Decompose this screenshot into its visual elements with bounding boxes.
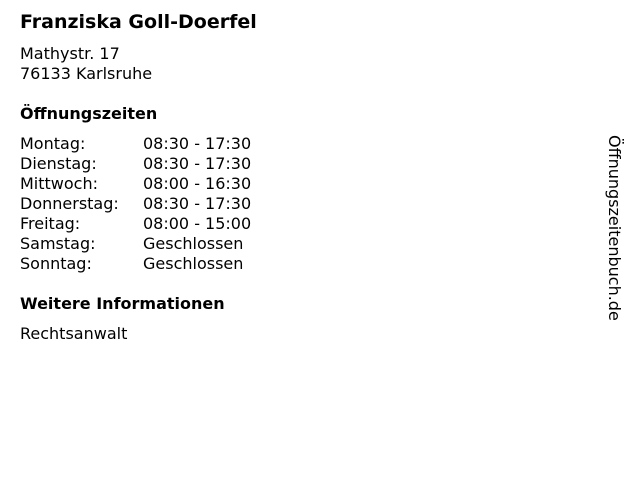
more-info-text: Rechtsanwalt — [20, 324, 128, 343]
more-info-heading: Weitere Informationen — [20, 294, 225, 313]
hours-row-tuesday — [20, 154, 251, 174]
hours-row-monday — [20, 134, 251, 154]
hours-time: 08:00 - 16:30 — [143, 174, 252, 193]
hours-day: Samstag: — [20, 234, 96, 253]
opening-hours-heading: Öffnungszeiten — [20, 104, 158, 123]
business-address — [20, 44, 152, 84]
address-street: Mathystr. 17 — [20, 44, 120, 63]
hours-row-thursday — [20, 194, 251, 214]
opening-hours-table — [20, 134, 251, 274]
hours-time: 08:00 - 15:00 — [143, 214, 252, 233]
site-watermark: Öffnungszeitenbuch.de — [605, 135, 624, 321]
hours-time: Geschlossen — [143, 254, 244, 273]
hours-row-saturday — [20, 234, 251, 254]
hours-time: 08:30 - 17:30 — [143, 134, 252, 153]
business-name: Franziska Goll-Doerfel — [20, 11, 257, 33]
hours-row-wednesday — [20, 174, 251, 194]
hours-day: Dienstag: — [20, 154, 97, 173]
hours-time: Geschlossen — [143, 234, 244, 253]
hours-day: Sonntag: — [20, 254, 92, 273]
hours-row-friday — [20, 214, 251, 234]
hours-day: Mittwoch: — [20, 174, 98, 193]
hours-row-sunday — [20, 254, 251, 274]
hours-time: 08:30 - 17:30 — [143, 154, 252, 173]
hours-day: Montag: — [20, 134, 86, 153]
address-city: 76133 Karlsruhe — [20, 64, 153, 83]
hours-day: Freitag: — [20, 214, 81, 233]
hours-time: 08:30 - 17:30 — [143, 194, 252, 213]
hours-day: Donnerstag: — [20, 194, 119, 213]
